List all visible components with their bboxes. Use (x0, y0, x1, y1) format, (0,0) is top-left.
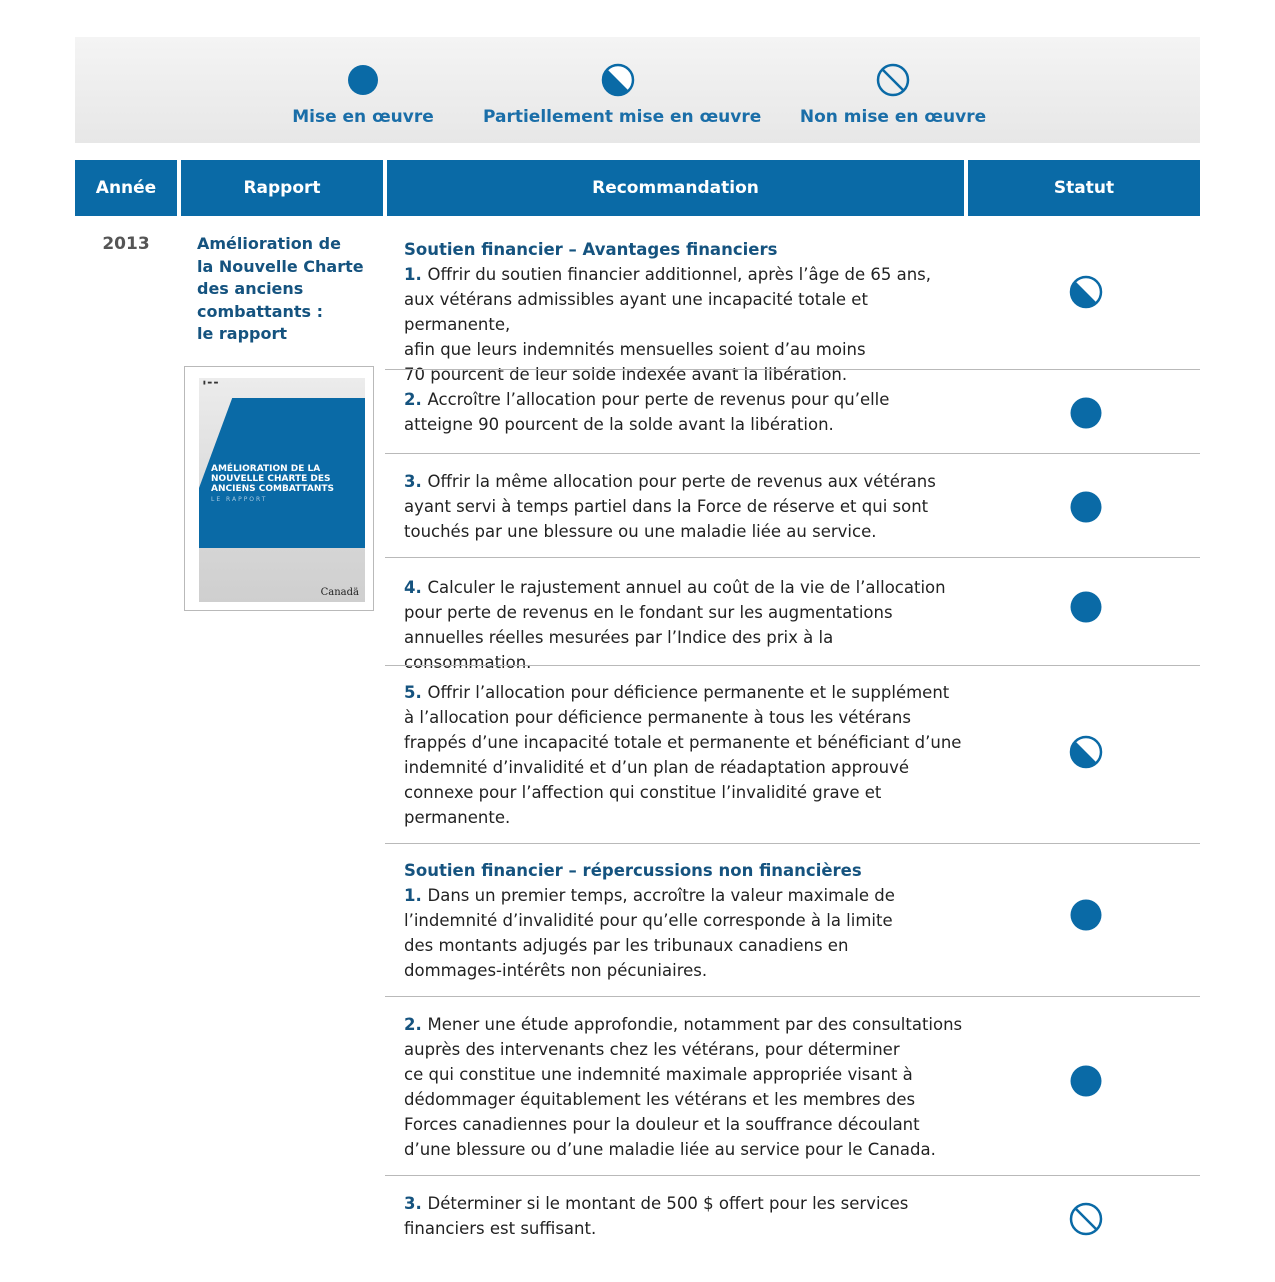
header-status: Statut (968, 160, 1200, 216)
status-cell (1069, 396, 1103, 434)
recommendation-line: pour perte de revenus en le fondant sur les augmentations (404, 603, 893, 622)
cover-title: AMÉLIORATION DE LA NOUVELLE CHARTE DES ANCIENS COMBATTANTS (211, 464, 334, 494)
recommendation-line: annuelles réelles mesurées par l’Indice des prix à la consommation. (404, 628, 834, 672)
recommendation-text (404, 469, 964, 544)
legend-implemented (278, 37, 448, 143)
report-title-line: la Nouvelle Charte (197, 256, 364, 276)
recommendation-line: auprès des intervenants chez les vétérans, pour déterminer (404, 1040, 900, 1059)
table-row (385, 557, 1200, 672)
recommendation-number: 1. (404, 265, 428, 284)
year-cell: 2013 (102, 234, 150, 254)
recommendation-line: d’une blessure ou d’une maladie liée au service pour le Canada. (404, 1140, 936, 1159)
recommendation-number: 4. (404, 578, 428, 597)
recommendation-number: 3. (404, 1194, 428, 1213)
status-legend (75, 37, 1200, 143)
recommendation-text (404, 575, 964, 675)
recommendation-line: 70 pourcent de leur solde indexée avant la libération. (404, 365, 848, 384)
status-cell (1069, 1202, 1103, 1240)
recommendation-text (404, 858, 964, 983)
status-cell (1069, 490, 1103, 528)
recommendation-number: 2. (404, 1015, 428, 1034)
implemented-icon (1069, 898, 1103, 932)
recommendation-line: touchés par une blessure ou une maladie liée au service. (404, 522, 877, 541)
not-implemented-icon (1069, 1202, 1103, 1236)
report-title-line: des anciens (197, 279, 304, 298)
header-recommendation: Recommandation (387, 160, 964, 216)
recommendation-number: 1. (404, 886, 428, 905)
recommendation-text (404, 387, 964, 437)
recommendation-line: ayant servi à temps partiel dans la Force de réserve et qui sont (404, 497, 929, 516)
cover-canada-flag-icon: ▮ ▬ ▬ (203, 380, 219, 386)
recommendation-line: dommages-intérêts non pécuniaires. (404, 961, 708, 980)
partially-implemented-icon (601, 63, 635, 97)
canada-wordmark: Canadä (320, 587, 359, 598)
table-row (385, 1175, 1200, 1256)
report-cover-image (184, 366, 374, 611)
recommendation-line: 3. Déterminer si le montant de 500 $ offert pour les services (404, 1194, 909, 1213)
report-title-line: combattants : (197, 301, 324, 321)
section-heading: Soutien financier – répercussions non financières (404, 861, 862, 880)
partially-implemented-icon (1069, 275, 1103, 309)
report-title-line: Amélioration de (197, 234, 341, 253)
table-row (385, 996, 1200, 1176)
recommendation-line: 1. Dans un premier temps, accroître la valeur maximale de (404, 886, 895, 905)
partially-implemented-icon (1069, 735, 1103, 769)
recommendation-line: 4. Calculer le rajustement annuel au coût de la vie de l’allocation (404, 578, 946, 597)
status-cell (1069, 735, 1103, 773)
recommendation-line: atteigne 90 pourcent de la solde avant la libération. (404, 415, 834, 434)
legend-implemented-label: Mise en œuvre (292, 107, 434, 127)
implemented-icon (1069, 490, 1103, 524)
not-implemented-icon (876, 63, 910, 97)
recommendation-line: permanente. (404, 808, 511, 827)
recommendation-line: Forces canadiennes pour la douleur et la souffrance découlant (404, 1115, 920, 1134)
report-title (197, 233, 377, 346)
status-cell (1069, 1064, 1103, 1102)
recommendation-number: 2. (404, 390, 428, 409)
implemented-icon (1069, 1064, 1103, 1098)
implemented-icon (1069, 590, 1103, 624)
recommendation-line: 1. Offrir du soutien financier additionnel, après l’âge de 65 ans, (404, 265, 931, 284)
report-title-line: le rapport (197, 324, 288, 343)
recommendation-line: dédommager équitablement les vétérans et les membres des (404, 1090, 916, 1109)
recommendation-line: 3. Offrir la même allocation pour perte de revenus aux vétérans (404, 472, 936, 491)
status-cell (1069, 590, 1103, 628)
table-row (385, 665, 1200, 844)
implemented-icon (346, 63, 380, 97)
legend-partial-label: Partiellement mise en œuvre (483, 107, 762, 127)
header-year: Année (75, 160, 177, 216)
cover-subtitle: LE RAPPORT (211, 496, 268, 503)
recommendation-line: frappés d’une incapacité totale et permanente et bénéficiant d’une (404, 733, 962, 752)
table-row (385, 843, 1200, 997)
recommendation-text (404, 237, 964, 387)
table-row (385, 233, 1200, 384)
recommendation-number: 3. (404, 472, 428, 491)
recommendation-line: à l’allocation pour déficience permanente à tous les vétérans (404, 708, 911, 727)
recommendation-line: 5. Offrir l’allocation pour déficience permanente et le supplément (404, 683, 950, 702)
recommendation-line: ce qui constitue une indemnité maximale appropriée visant à (404, 1065, 913, 1084)
recommendation-line: 2. Mener une étude approfondie, notamment par des consultations (404, 1015, 963, 1034)
status-cell (1069, 275, 1103, 313)
header-report: Rapport (181, 160, 383, 216)
implemented-icon (1069, 396, 1103, 430)
table-row (385, 453, 1200, 558)
recommendation-number: 5. (404, 683, 428, 702)
recommendation-line: aux vétérans admissibles ayant une incapacité totale et permanente, (404, 290, 868, 334)
recommendation-text (404, 1191, 964, 1241)
recommendation-line: 2. Accroître l’allocation pour perte de revenus pour qu’elle (404, 390, 890, 409)
table-row (385, 369, 1200, 454)
recommendation-line: financiers est suffisant. (404, 1219, 597, 1238)
recommendation-line: indemnité d’invalidité et d’un plan de réadaptation approuvé (404, 758, 909, 777)
recommendation-text (404, 680, 964, 830)
recommendation-line: l’indemnité d’invalidité pour qu’elle corresponde à la limite (404, 911, 893, 930)
section-heading: Soutien financier – Avantages financiers (404, 240, 778, 259)
recommendation-line: des montants adjugés par les tribunaux canadiens en (404, 936, 849, 955)
legend-partial (483, 37, 762, 143)
status-cell (1069, 898, 1103, 936)
recommendation-line: afin que leurs indemnités mensuelles soient d’au moins (404, 340, 866, 359)
legend-not-label: Non mise en œuvre (799, 107, 987, 127)
legend-not (798, 37, 988, 143)
recommendation-text (404, 1012, 964, 1162)
recommendation-line: connexe pour l’affection qui constitue l’invalidité grave et (404, 783, 882, 802)
